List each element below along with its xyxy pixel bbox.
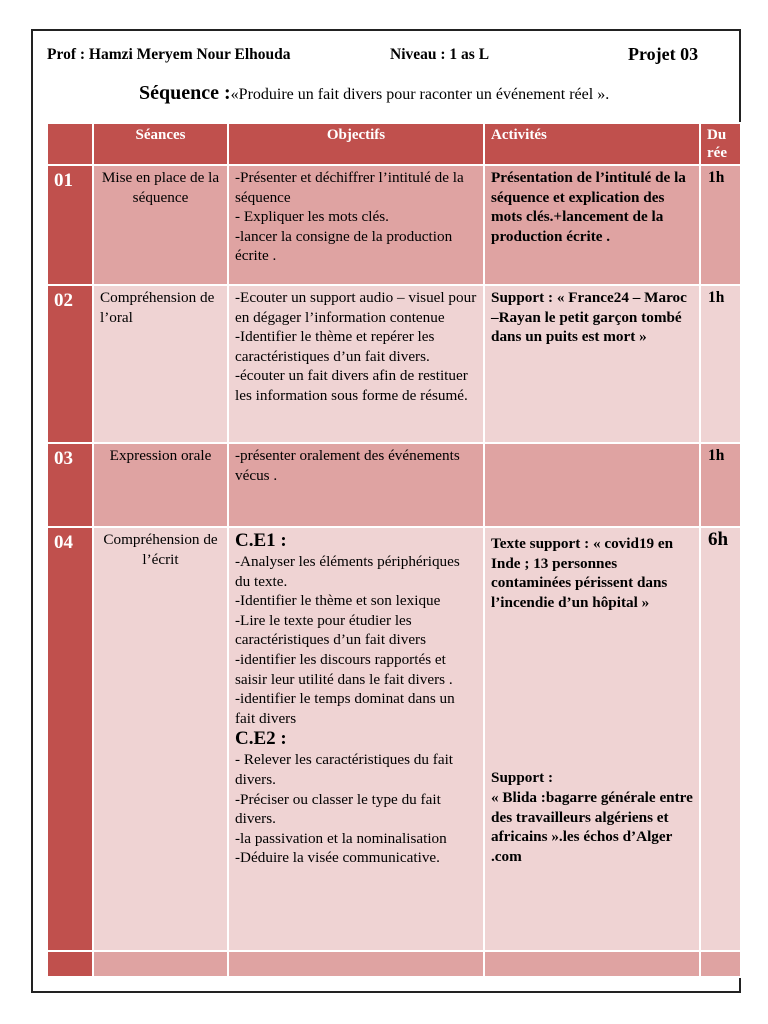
row-number: 04 bbox=[47, 527, 93, 951]
row-activites bbox=[484, 527, 700, 951]
ce1-title: C.E1 : bbox=[235, 530, 287, 551]
table-header-row bbox=[47, 123, 741, 165]
row-activites bbox=[484, 443, 700, 527]
header-duree: Du rée bbox=[700, 123, 741, 165]
project-number: Projet 03 bbox=[628, 44, 699, 64]
row-number: 02 bbox=[47, 285, 93, 443]
header-number bbox=[47, 123, 93, 165]
row-objectifs: -présenter oralement des événements vécus . bbox=[228, 443, 484, 527]
row-objectifs bbox=[228, 165, 484, 285]
row-duree: 1h bbox=[700, 285, 741, 443]
ce2-text: - Relever les caractéristiques du fait divers. -Préciser ou classer le type du fait divers. -la passivation et la nominalisation -Déduire la visée communicative. bbox=[235, 751, 454, 867]
row-number: 01 bbox=[47, 165, 93, 285]
row-seance: Expression orale bbox=[93, 443, 228, 527]
support-gap bbox=[491, 612, 693, 768]
ce1-text: -Analyser les éléments périphériques du texte. -Identifier le thème et son lexique -Lire le texte pour étudier les caractéristiques d’un fait divers -identifier les discours rapportés et saisir leur utilité dans le fait divers . -identifier le temps dominat dans un fait divers bbox=[235, 553, 460, 727]
table-row-empty bbox=[47, 951, 741, 977]
row-activites: Présentation de l’intitulé de la séquence et explication des mots clés.+lancement de la production écrite . bbox=[484, 165, 700, 285]
row-objectifs bbox=[228, 527, 484, 951]
objectifs-text: -Ecouter un support audio – visuel pour en dégager l’information contenue -Identifier le thème et repérer les caractéristiques d’un fait divers. -écouter un fait divers afin de restituer les information sous forme de résumé. bbox=[235, 289, 477, 404]
row-number: 03 bbox=[47, 443, 93, 527]
row-empty-cell bbox=[93, 951, 228, 977]
sequence-text: «Produire un fait divers pour raconter un événement réel ». bbox=[230, 86, 610, 103]
sequence-title bbox=[139, 82, 609, 105]
support-text-1: Texte support : « covid19 en Inde ; 13 personnes contaminées périssent dans l’incendie d’un hôpital » bbox=[491, 535, 674, 611]
row-duree: 1h bbox=[700, 443, 741, 527]
table-row bbox=[47, 443, 741, 527]
row-empty-cell bbox=[700, 951, 741, 977]
table-row bbox=[47, 527, 741, 951]
header-objectifs: Objectifs bbox=[228, 123, 484, 165]
row-empty-cell bbox=[228, 951, 484, 977]
row-objectifs bbox=[228, 285, 484, 443]
planning-table bbox=[46, 122, 742, 978]
row-number-empty bbox=[47, 951, 93, 977]
table-row bbox=[47, 165, 741, 285]
header-activites: Activités bbox=[484, 123, 700, 165]
row-duree: 6h bbox=[700, 527, 741, 951]
teacher-name: Prof : Hamzi Meryem Nour Elhouda bbox=[47, 46, 291, 63]
row-empty-cell bbox=[484, 951, 700, 977]
row-seance: Compréhension de l’oral bbox=[93, 285, 228, 443]
table-row bbox=[47, 285, 741, 443]
ce2-title: C.E2 : bbox=[235, 728, 287, 750]
row-duree: 1h bbox=[700, 165, 741, 285]
row-seance: Compréhension de l’écrit bbox=[93, 527, 228, 951]
support-text-2: Support : « Blida :bagarre générale entre des travailleurs algériens et africains ».les échos d’Alger .com bbox=[491, 769, 693, 865]
row-activites: Support : « France24 – Maroc –Rayan le petit garçon tombé dans un puits est mort » bbox=[484, 285, 700, 443]
header-seances: Séances bbox=[93, 123, 228, 165]
row-seance: Mise en place de la séquence bbox=[93, 165, 228, 285]
objectifs-text: -Présenter et déchiffrer l’intitulé de la séquence - Expliquer les mots clés. -lancer la consigne de la production écrite . bbox=[235, 169, 464, 265]
level: Niveau : 1 as L bbox=[390, 46, 490, 63]
sequence-label: Séquence : bbox=[139, 82, 231, 104]
